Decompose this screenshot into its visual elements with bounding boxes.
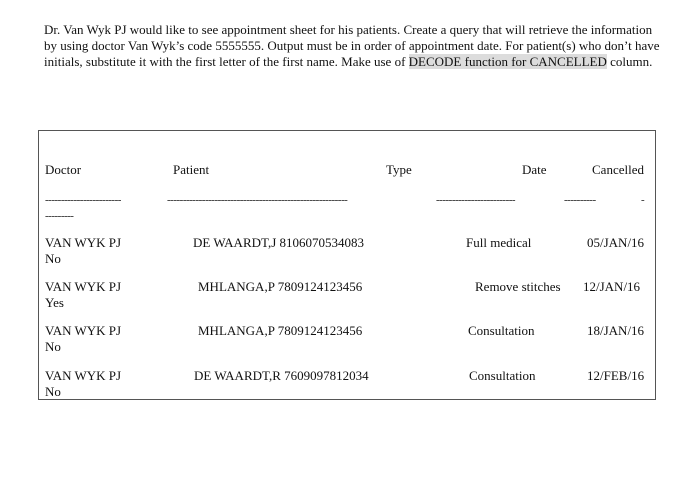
highlighted-text: DECODE function for CANCELLED xyxy=(408,54,607,69)
row-patient: DE WAARDT,R 7609097812034 xyxy=(194,368,369,383)
row-patient: MHLANGA,P 7809124123456 xyxy=(198,323,363,338)
row-doctor: VAN WYK PJ xyxy=(45,279,122,294)
row-date: 18/JAN/16 xyxy=(587,323,645,338)
row-cancelled: Yes xyxy=(45,295,64,310)
row-doctor: VAN WYK PJ xyxy=(45,235,122,250)
row-cancelled: No xyxy=(45,251,61,266)
header-patient: Patient xyxy=(173,162,210,177)
row-patient: DE WAARDT,J 8106070534083 xyxy=(193,235,365,250)
separator-date: ---------- xyxy=(564,194,596,206)
row-date: 12/JAN/16 xyxy=(583,279,641,294)
row-cancelled: No xyxy=(45,339,61,354)
row-date: 05/JAN/16 xyxy=(587,235,645,250)
row-type: Remove stitches xyxy=(475,279,561,294)
row-type: Consultation xyxy=(468,323,535,338)
row-patient: MHLANGA,P 7809124123456 xyxy=(198,279,363,294)
instructions-text-end: column. xyxy=(606,54,653,69)
separator-doctor: ------------------------ xyxy=(45,194,121,206)
separator-type: ------------------------- xyxy=(436,194,516,206)
header-cancelled: Cancelled xyxy=(592,162,644,177)
row-cancelled: No xyxy=(45,384,61,399)
header-type: Type xyxy=(386,162,412,177)
header-date: Date xyxy=(522,162,547,177)
instructions-paragraph xyxy=(44,22,664,70)
separator-patient: --------------------------------------------------------- xyxy=(167,194,348,206)
row-doctor: VAN WYK PJ xyxy=(45,323,122,338)
row-doctor: VAN WYK PJ xyxy=(45,368,122,383)
row-date: 12/FEB/16 xyxy=(587,368,645,383)
row-type: Full medical xyxy=(466,235,532,250)
header-doctor: Doctor xyxy=(45,162,82,177)
separator-cancelled: - xyxy=(641,194,645,206)
query-result-box xyxy=(38,130,656,400)
separator-wrapped: --------- xyxy=(45,210,74,222)
row-type: Consultation xyxy=(469,368,536,383)
instructions-text: Dr. Van Wyk PJ would like to see appointment sheet for his patients. Create a query that will retrieve the information by using doctor Van Wyk’s code 5555555. Output must be in order of appointment date. For patient(s) who don’t have initials, substitute it with the first letter of the first name. Make use of xyxy=(44,22,660,69)
